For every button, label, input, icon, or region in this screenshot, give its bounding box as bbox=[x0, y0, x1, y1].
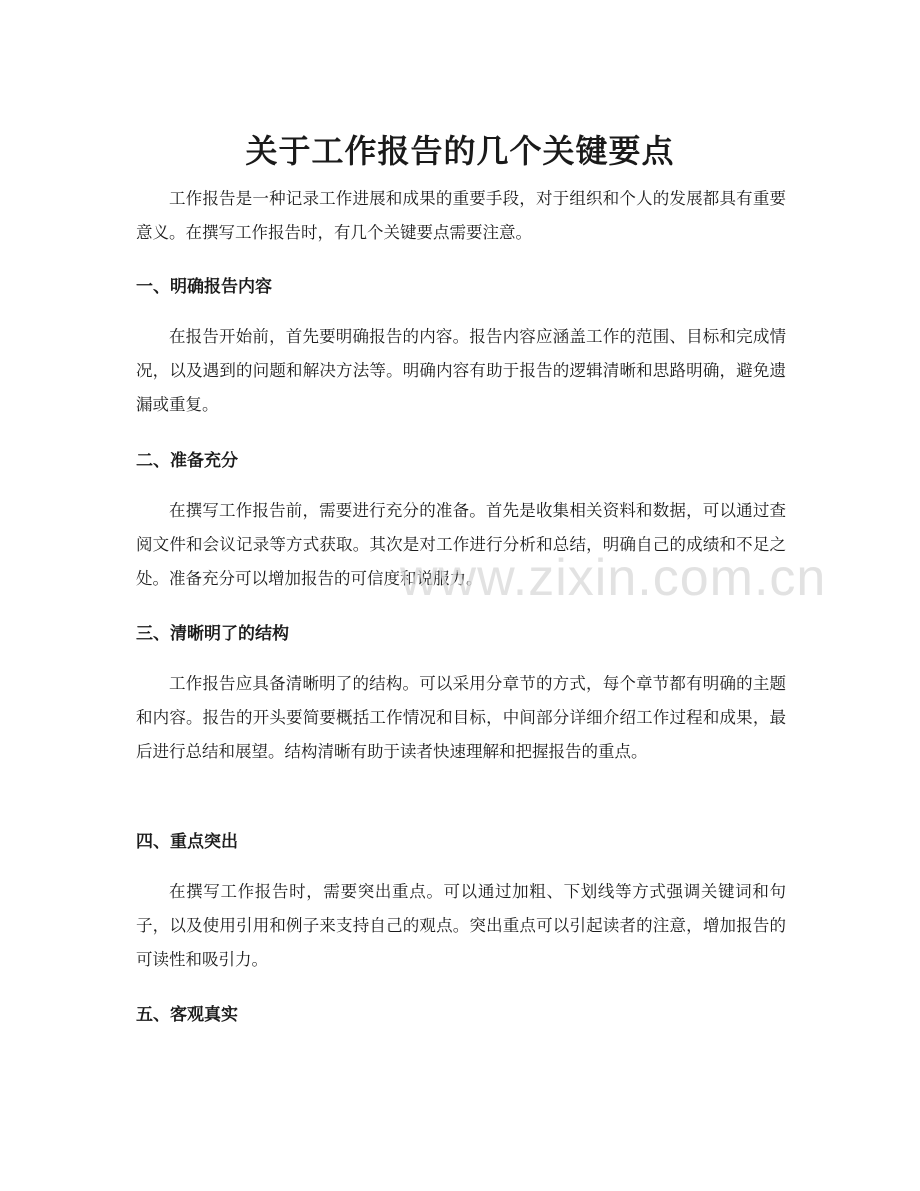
section-heading-2: 二、准备充分 bbox=[136, 451, 238, 471]
section-heading-5: 五、客观真实 bbox=[136, 1005, 238, 1025]
intro-paragraph: 工作报告是一种记录工作进展和成果的重要手段，对于组织和个人的发展都具有重要意义。在撰写工作报告时，有几个关键要点需要注意。 bbox=[136, 189, 786, 242]
section-heading-4: 四、重点突出 bbox=[136, 832, 238, 852]
section-heading-3: 三、清晰明了的结构 bbox=[136, 624, 289, 644]
section-body-1: 在报告开始前，首先要明确报告的内容。报告内容应涵盖工作的范围、目标和完成情况，以及遇到的问题和解决方法等。明确内容有助于报告的逻辑清晰和思路明确，避免遗漏或重复。 bbox=[136, 327, 786, 414]
watermark: www.zixin.com.cn bbox=[400, 549, 827, 607]
document-title: 关于工作报告的几个关键要点 bbox=[245, 132, 675, 171]
section-body-4: 在撰写工作报告时，需要突出重点。可以通过加粗、下划线等方式强调关键词和句子，以及使用引用和例子来支持自己的观点。突出重点可以引起读者的注意，增加报告的可读性和吸引力。 bbox=[136, 882, 786, 969]
section-body-3: 工作报告应具备清晰明了的结构。可以采用分章节的方式，每个章节都有明确的主题和内容。报告的开头要简要概括工作情况和目标，中间部分详细介绍工作过程和成果，最后进行总结和展望。结构清晰有助于读者快速理解和把握报告的重点。 bbox=[136, 674, 786, 761]
section-heading-1: 一、明确报告内容 bbox=[136, 277, 272, 297]
section-body-2: 在撰写工作报告前，需要进行充分的准备。首先是收集相关资料和数据，可以通过查阅文件和会议记录等方式获取。其次是对工作进行分析和总结，明确自己的成绩和不足之处。准备充分可以增加报告的可信度和说服力。 bbox=[136, 501, 786, 588]
